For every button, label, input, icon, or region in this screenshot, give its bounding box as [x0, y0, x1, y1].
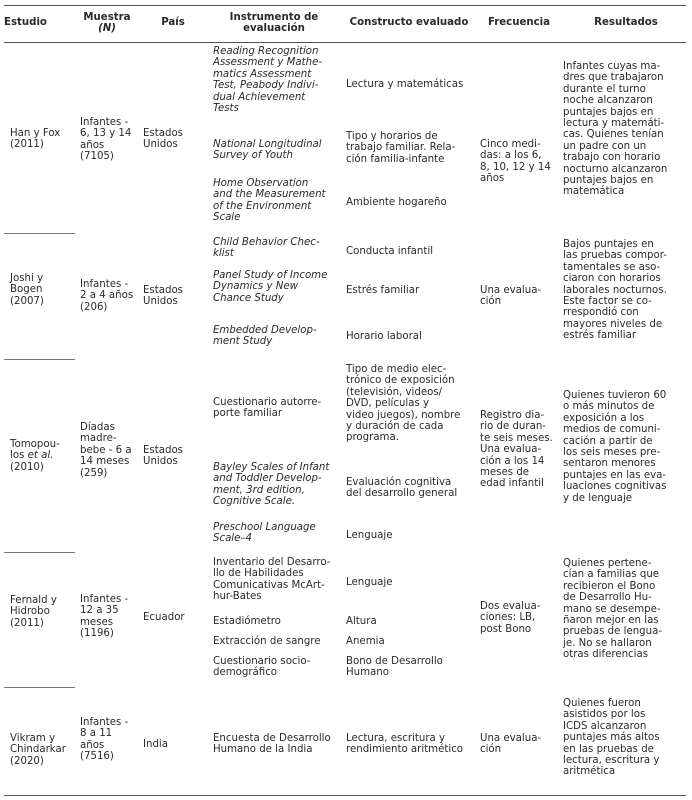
- row4-muestra: Infantes - 12 a 35 meses (1196): [80, 594, 129, 640]
- row4-resultados: Quienes pertene- cían a familias que recibieron el Bono de Desarrollo Hu- mano se desempe- ñaron mejor en las pruebas de lengua- je. No se hallaron otras diferencias: [563, 558, 663, 661]
- header-frecuencia: Frecuencia: [487, 17, 551, 28]
- header-muestra-n: (N): [98, 23, 116, 35]
- header-instrumento: Instrumento de evaluación: [229, 12, 319, 35]
- row4-constructo-1: Lenguaje: [346, 577, 393, 588]
- row3-instrumento-3: Preschool Language Scale–4: [213, 522, 316, 545]
- row4-instrumento-1: Inventario del Desarro- llo de Habilidades Comunicativas McArt- hur-Bates: [213, 557, 331, 603]
- row3-estudio-year: (2010): [10, 461, 44, 473]
- row2-resultados: Bajos puntajes en las pruebas compor- tamentales se aso- ciaron con horarios laborales nocturnos. Este factor se co- rrespondió con mayores niveles de estrés familiar: [563, 239, 667, 342]
- row3-pais: Estados Unidos: [143, 445, 183, 468]
- row2-muestra: Infantes - 2 a 4 años (206): [80, 279, 134, 313]
- row-separator: [4, 552, 75, 553]
- header-muestra: Muestra (N): [83, 12, 131, 35]
- header-estudio: Estudio: [4, 17, 47, 28]
- row4-frecuencia: Dos evalua- ciones: LB, post Bono: [480, 601, 541, 635]
- row5-constructo-1: Lectura, escritura y rendimiento aritmético: [346, 733, 464, 756]
- row3-constructo-2: Evaluación cognitiva del desarrollo general: [346, 477, 458, 500]
- row3-resultados: Quienes tuvieron 60 o más minutos de exposición a los medios de comuni- cación a partir de los seis meses pre- sentaron menores puntajes en las eva- luaciones cognitivas y de lenguaje: [563, 390, 667, 504]
- header-pais: País: [161, 17, 185, 28]
- row1-instrumento-2: National Longitudinal Survey of Youth: [213, 139, 322, 162]
- row1-constructo-1: Lectura y matemáticas: [346, 79, 464, 90]
- row2-constructo-1: Conducta infantil: [346, 246, 434, 257]
- row3-frecuencia: Registro dia- rio de duran- te seis meses. Una evalua- ción a los 14 meses de edad infantil: [480, 410, 553, 490]
- row-separator: [4, 359, 75, 360]
- row2-constructo-2: Estrés familiar: [346, 285, 420, 296]
- row3-constructo-3: Lenguaje: [346, 530, 393, 541]
- row1-constructo-3: Ambiente hogareño: [346, 197, 447, 208]
- row2-instrumento-1: Child Behavior Chec- klist: [213, 237, 320, 260]
- row4-instrumento-2: Estadiómetro: [213, 616, 281, 627]
- row5-resultados: Quienes fueron asistidos por los ICDS alcanzaron puntajes más altos en las pruebas de lectura, escritura y aritmética: [563, 698, 660, 778]
- row1-constructo-2: Tipo y horarios de trabajo familiar. Rela- ción familia-infante: [346, 131, 456, 165]
- row4-pais: Ecuador: [143, 612, 185, 623]
- bottom-rule: [4, 795, 686, 796]
- row1-muestra: Infantes - 6, 13 y 14 años (7105): [80, 117, 132, 163]
- row3-instrumento-1: Cuestionario autorre- porte familiar: [213, 397, 322, 420]
- row4-constructo-3: Anemia: [346, 636, 385, 647]
- row2-instrumento-3: Embedded Develop- ment Study: [213, 325, 317, 348]
- row4-instrumento-4: Cuestionario socio- demográfico: [213, 656, 311, 679]
- row5-frecuencia: Una evalua- ción: [480, 733, 542, 756]
- row5-estudio: Vikram y Chindarkar (2020): [10, 733, 66, 767]
- row1-estudio: Han y Fox (2011): [10, 128, 61, 151]
- row4-estudio: Fernald y Hidrobo (2011): [10, 595, 57, 629]
- row1-instrumento-1: Reading Recognition Assessment y Mathe- matics Assessment Test, Peabody Indivi- dual Achievement Tests: [213, 46, 323, 115]
- row1-pais: Estados Unidos: [143, 128, 183, 151]
- row3-estudio-etal: et al.: [27, 450, 54, 462]
- header-resultados: Resultados: [594, 17, 658, 28]
- row5-muestra: Infantes - 8 a 11 años (7516): [80, 717, 129, 763]
- row3-constructo-1: Tipo de medio elec- trónico de exposición (televisión, videos/ DVD, películas y video juegos), nombre y duración de cada programa.: [346, 364, 461, 444]
- row4-instrumento-3: Extracción de sangre: [213, 636, 321, 647]
- row-separator: [4, 233, 75, 234]
- header-rule: [4, 42, 686, 43]
- row-separator: [4, 687, 75, 688]
- row2-frecuencia: Una evalua- ción: [480, 285, 542, 308]
- row3-estudio-authors: Tomopou- los: [10, 439, 60, 462]
- row3-estudio: [10, 439, 60, 473]
- row2-estudio: Joshi y Bogen (2007): [10, 273, 44, 307]
- row2-instrumento-2: Panel Study of Income Dynamics y New Chance Study: [213, 270, 328, 304]
- row2-constructo-3: Horario laboral: [346, 331, 422, 342]
- row2-pais: Estados Unidos: [143, 285, 183, 308]
- row4-constructo-2: Altura: [346, 616, 377, 627]
- row3-muestra: Díadas madre- bebe - 6 a 14 meses (259): [80, 422, 132, 479]
- row3-instrumento-2: Bayley Scales of Infant and Toddler Develop- ment, 3rd edition, Cognitive Scale.: [213, 462, 330, 508]
- row4-constructo-4: Bono de Desarrollo Humano: [346, 656, 443, 679]
- row1-resultados: Infantes cuyas ma- dres que trabajaron durante el turno noche alcanzaron puntajes bajos en lectura y matemáti- cas. Quienes tenían un padre con un trabajo con horario nocturno alcanzaron puntajes bajos en matemática: [563, 61, 668, 198]
- top-rule: [4, 5, 686, 6]
- header-constructo: Constructo evaluado: [349, 17, 469, 28]
- row1-instrumento-3: Home Observation and the Measurement of the Environment Scale: [213, 178, 326, 224]
- row5-instrumento-1: Encuesta de Desarrollo Humano de la India: [213, 733, 331, 756]
- row1-frecuencia: Cinco medi- das: a los 6, 8, 10, 12 y 14 años: [480, 139, 551, 185]
- row5-pais: India: [143, 739, 169, 750]
